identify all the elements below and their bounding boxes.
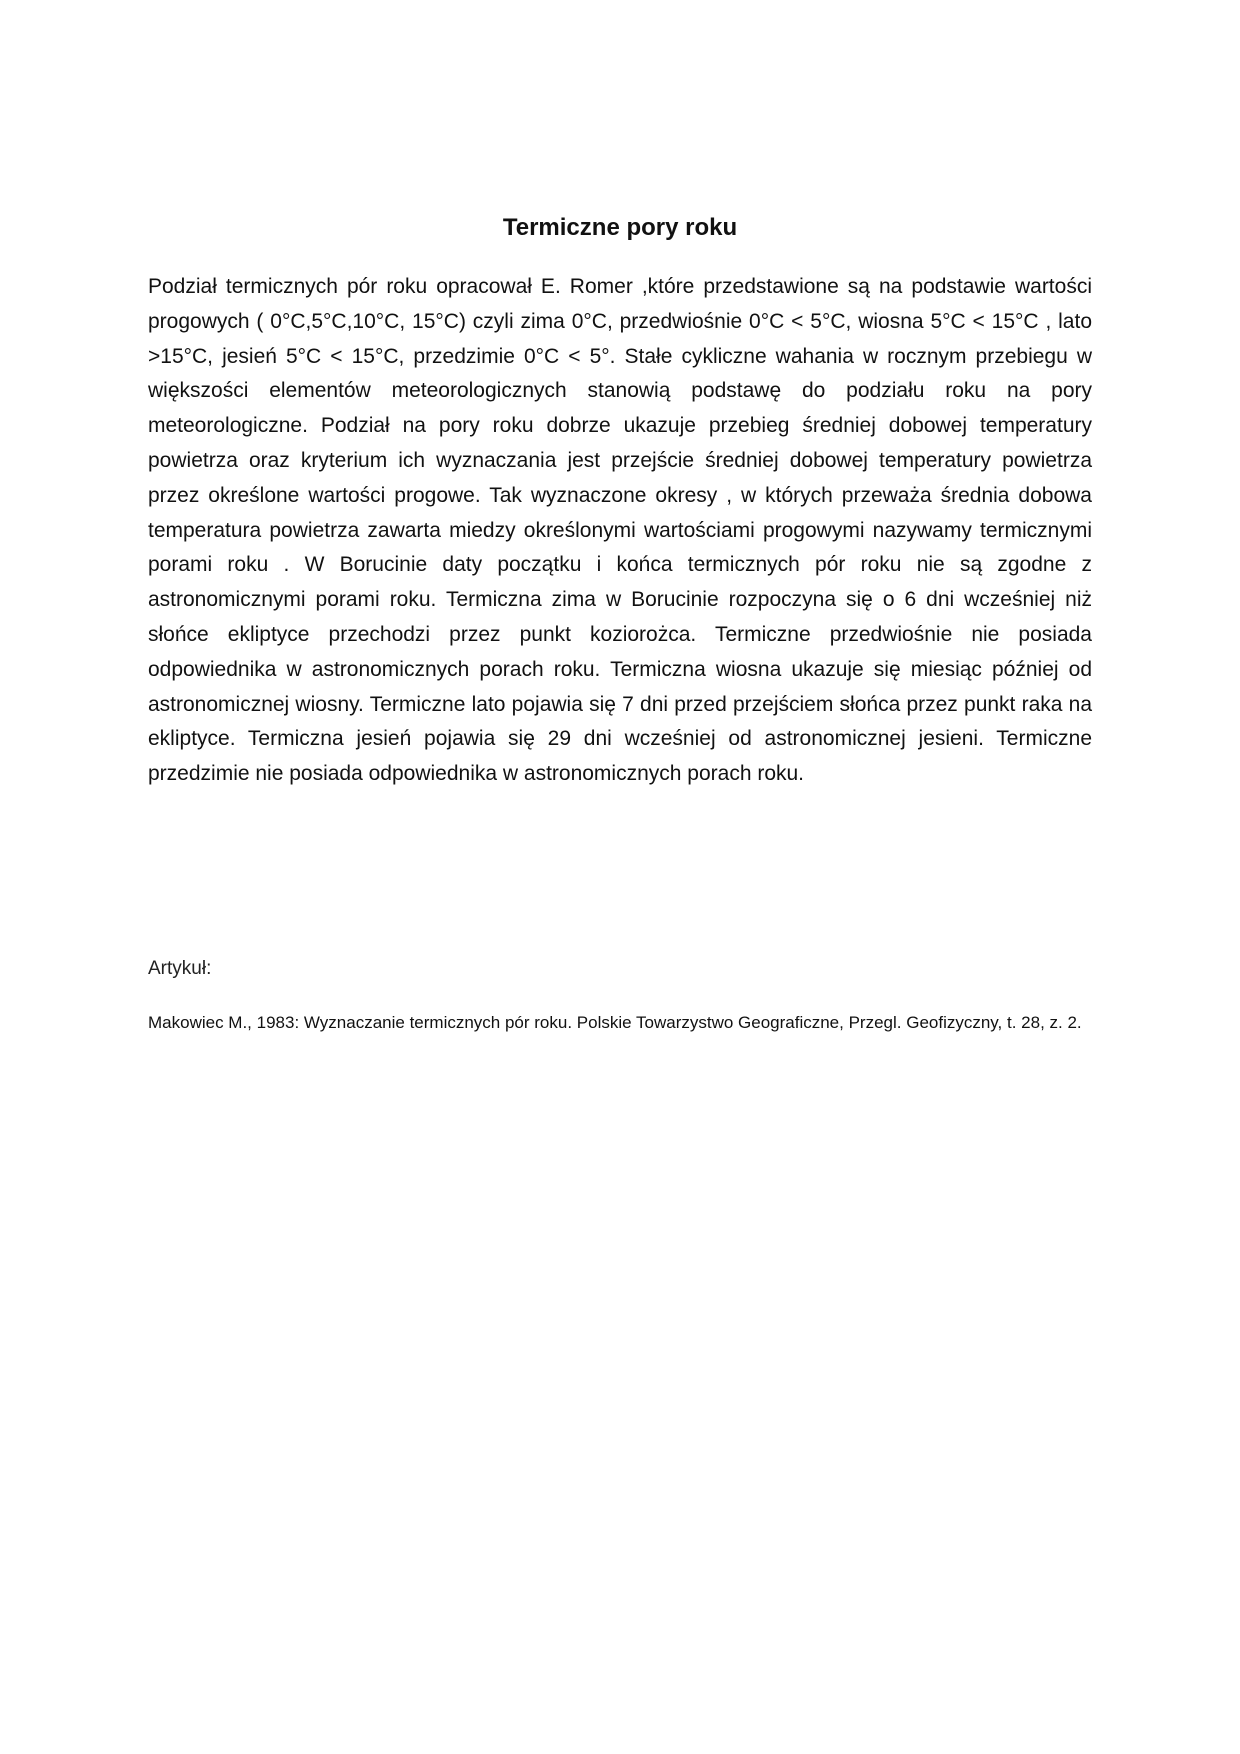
body-paragraph: Podział termicznych pór roku opracował E. Romer ,które przedstawione są na podstawie wartości progowych ( 0°C,5°C,10°C, 15°C) czyli zima 0°C, przedwiośnie 0°C < 5°C, wiosna 5°C < 15°C , lato >15°C, jesień 5°C < 15°C, przedzimie 0°C < 5°. Stałe cykliczne wahania w rocznym przebiegu w większości elementów meteorologicznych stanowią podstawę do podziału roku na pory meteorologiczne. Podział na pory roku dobrze ukazuje przebieg średniej dobowej temperatury powietrza oraz kryterium ich wyznaczania jest przejście średniej dobowej temperatury powietrza przez określone wartości progowe. Tak wyznaczone okresy , w których przeważa średnia dobowa temperatura powietrza zawarta miedzy określonymi wartościami progowymi nazywamy termicznymi porami roku . W Borucinie daty początku i końca termicznych pór roku nie są zgodne z astronomicznymi porami roku. Termiczna zima w Borucinie rozpoczyna się o 6 dni wcześniej niż słońce ekliptyce przechodzi przez punkt koziorożca. Termiczne przedwiośnie nie posiada odpowiednika w astronomicznych porach roku. Termiczna wiosna ukazuje się miesiąc później od astronomicznej wiosny. Termiczne lato pojawia się 7 dni przed przejściem słońca przez punkt raka na ekliptyce. Termiczna jesień pojawia się 29 dni wcześniej od astronomicznej jesieni. Termiczne przedzimie nie posiada odpowiednika w astronomicznych porach roku. — [148, 275, 1092, 786]
source-label: Artykuł: — [148, 958, 212, 979]
document-title: Termiczne pory roku — [502, 214, 738, 241]
citation: Makowiec M., 1983: Wyznaczanie termicznych pór roku. Polskie Towarzystwo Geograficzne, Przegl. Geofizyczny, t. 28, z. 2. — [148, 1013, 1082, 1032]
